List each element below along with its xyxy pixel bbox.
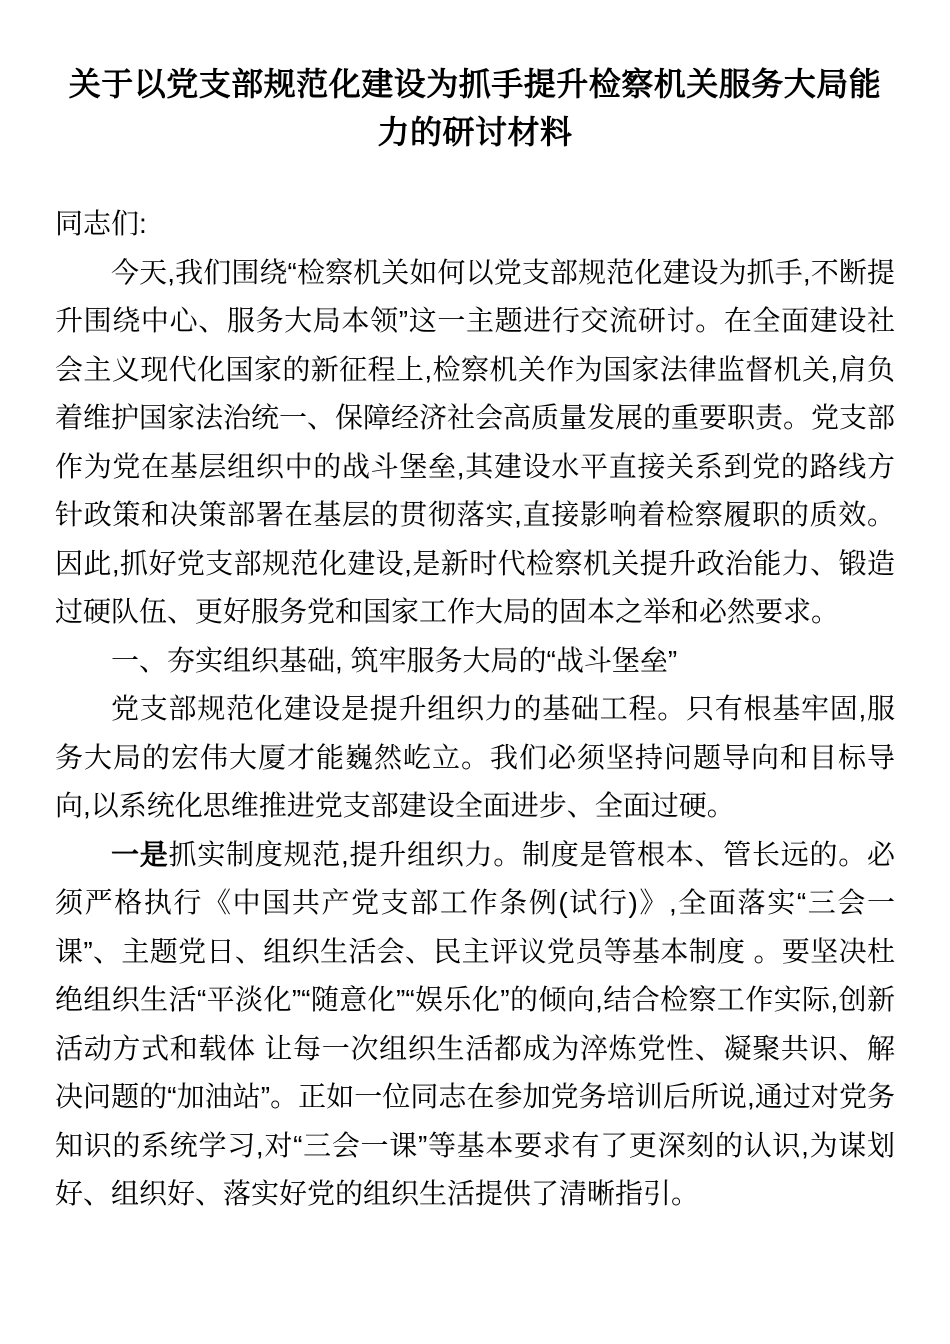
- salutation-line: 同志们:: [55, 208, 147, 239]
- document-body: [55, 200, 895, 1219]
- paragraph-point-one: [55, 831, 895, 1219]
- point-one-lead-label: 一是: [111, 838, 169, 870]
- paragraph-section-one-intro: 党支部规范化建设是提升组织力的基础工程。只有根基牢固,服务大局的宏伟大厦才能巍然屹立。我们必须坚持问题导向和目标导向,以系统化思维推进党支部建设全面进步、全面过硬。: [55, 693, 895, 821]
- section-heading-one: 一、夯实组织基础, 筑牢服务大局的“战斗堡垒”: [111, 644, 678, 676]
- paragraph-opening: 今天,我们围绕“检察机关如何以党支部规范化建设为抓手,不断提升围绕中心、服务大局本领”这一主题进行交流研讨。在全面建设社会主义现代化国家的新征程上,检察机关作为国家法律监督机关,肩负着维护国家法治统一、保障经济社会高质量发展的重要职责。党支部作为党在基层组织中的战斗堡垒,其建设水平直接关系到党的路线方针政策和决策部署在基层的贯彻落实,直接影响着检察履职的质效。因此,抓好党支部规范化建设,是新时代检察机关提升政治能力、锻造过硬队伍、更好服务党和国家工作大局的固本之举和必然要求。: [55, 256, 896, 627]
- document-title: 关于以党支部规范化建设为抓手提升检察机关服务大局能力的研讨材料: [68, 66, 882, 150]
- point-one-text: 抓实制度规范,提升组织力。制度是管根本、管长远的。必须严格执行《中国共产党支部工作条例(试行)》,全面落实“三会一课”、主题党日、组织生活会、民主评议党员等基本制度 。要坚决杜绝组织生活“平淡化”“随意化”“娱乐化”的倾向,结合检察工作实际,创新活动方式和载体 让每一次组织生活都成为淬炼党性、凝聚共识、解决问题的“加油站”。正如一位同志在参加党务培训后所说,通过对党务知识的系统学习,对“三会一课”等基本要求有了更深刻的认识,为谋划好、组织好、落实好党的组织生活提供了清晰指引。: [55, 838, 895, 1209]
